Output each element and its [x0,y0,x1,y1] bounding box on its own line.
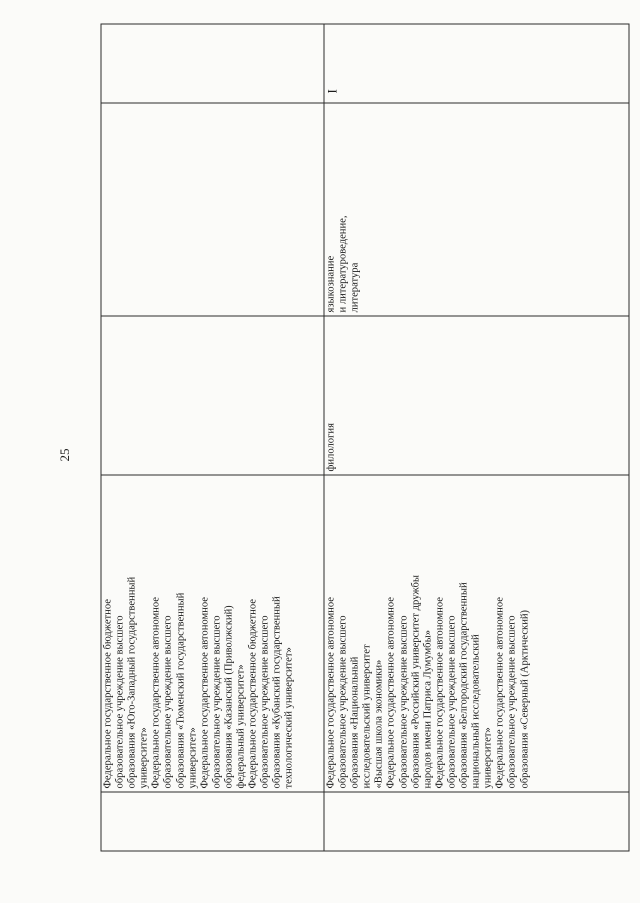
table-cell-level: I [324,24,629,103]
table-cell [101,24,324,103]
table-cell-institutions: Федеральное государственное автономное образовательное учреждение высшего образования «Национальный исследовательский университет «Высшая школа экономики» Федеральное государственное автономное образовательное учреждение высшего образования «Российский университет дружбы народов имени Патриса Лумумбы» Федеральное государственное автономное образовательное учреждение высшего образования «Белгородский государственный национальный исследовательский университет» Федеральное государственное автономное образовательное учреждение высшего образования «Северный (Арктический) [324,475,629,792]
institutions-table [100,23,629,851]
table-cell-subject: языкознание и литературоведение, литература [324,103,629,316]
table-cell [101,792,324,851]
table-cell-specialty: филология [324,316,629,475]
table-row [101,24,324,851]
table-cell [101,316,324,475]
table-cell [324,792,629,851]
rotated-table-wrapper [100,24,628,851]
table-row [324,24,629,851]
table-cell-institutions: Федеральное государственное бюджетное образовательное учреждение высшего образования «Юго-Западный государственный университет» Федеральное государственное автономное образовательное учреждение высшего образования «Тюменский государственный университет» Федеральное государственное автономное образовательное учреждение высшего образования «Казанский (Приволжский) федеральный университет» Федеральное государственное бюджетное образовательное учреждение высшего образования «Кубанский государственный технологический университет» [101,475,324,792]
table-cell [101,103,324,316]
page-number: 25 [57,448,72,462]
